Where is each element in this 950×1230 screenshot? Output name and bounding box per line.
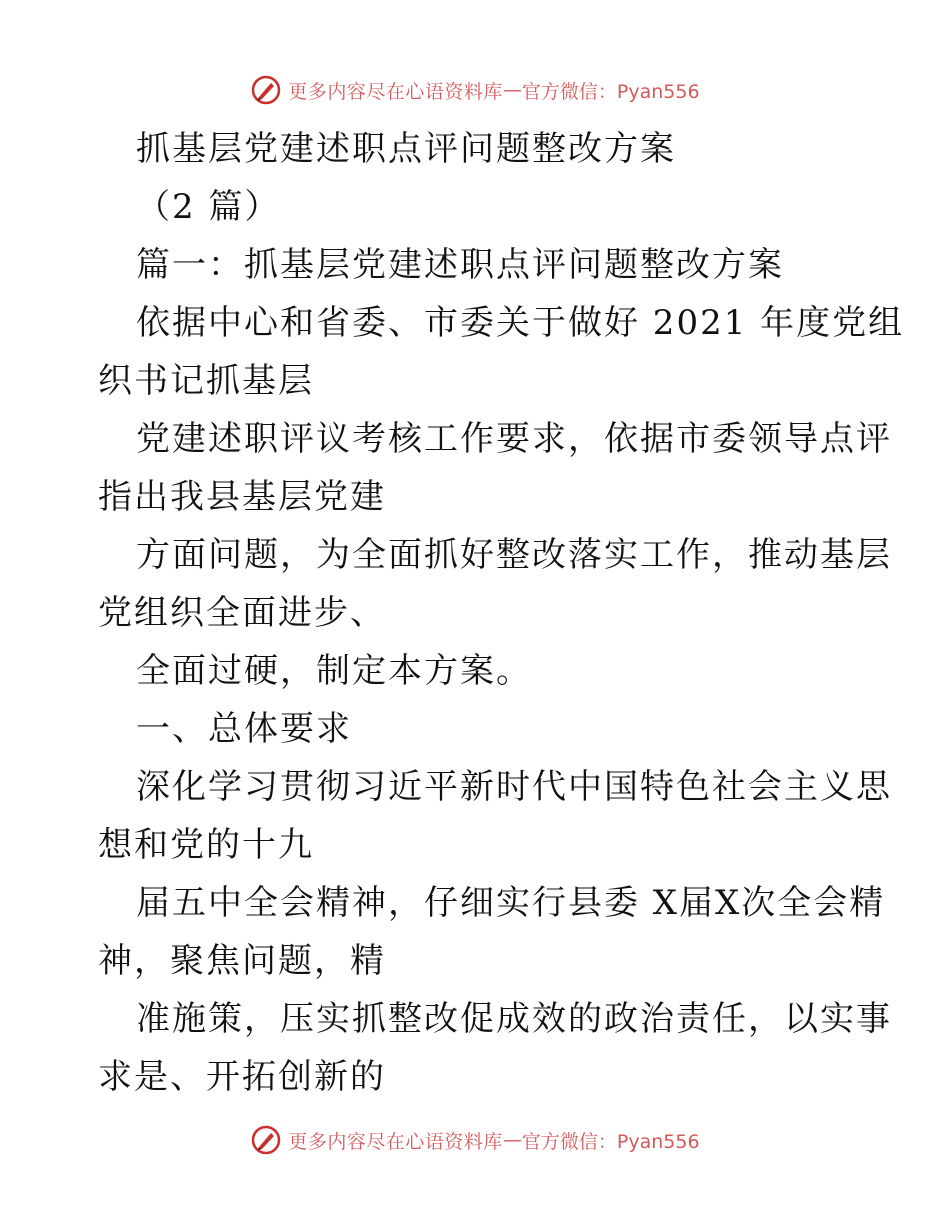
pen-logo-icon — [250, 74, 282, 106]
doc-line: 届五中全会精神，仔细实行县委 X届X次全会精 — [136, 883, 886, 923]
watermark-header — [0, 70, 950, 110]
watermark-separator: — — [502, 79, 522, 101]
doc-line: （2 篇） — [136, 187, 281, 227]
watermark-text: 更多内容尽在心语资料库 — [288, 80, 503, 103]
doc-line: 抓基层党建述职点评问题整改方案 — [136, 129, 676, 169]
watermark-wechat: 官方微信：Pyan556 — [521, 80, 700, 103]
pen-logo-icon — [250, 1124, 282, 1156]
doc-line: 求是、开拓创新的 — [98, 1057, 386, 1097]
watermark-wechat: 官方微信：Pyan556 — [521, 1130, 700, 1153]
doc-line: 准施策，压实抓整改促成效的政治责任，以实事 — [136, 999, 892, 1039]
doc-line: 党组织全面进步、 — [98, 593, 386, 633]
watermark-separator: — — [502, 1129, 522, 1151]
document-body — [98, 120, 905, 1106]
doc-line: 指出我县基层党建 — [98, 477, 386, 517]
watermark-text: 更多内容尽在心语资料库 — [288, 1130, 503, 1153]
doc-line: 神，聚焦问题，精 — [98, 941, 386, 981]
watermark-footer — [0, 1120, 950, 1160]
doc-line: 全面过硬，制定本方案。 — [136, 651, 532, 691]
doc-line: 织书记抓基层 — [98, 361, 314, 401]
doc-line: 深化学习贯彻习近平新时代中国特色社会主义思 — [136, 767, 892, 807]
doc-line: 想和党的十九 — [98, 825, 314, 865]
doc-line: 党建述职评议考核工作要求，依据市委领导点评 — [136, 419, 892, 459]
doc-line: 方面问题，为全面抓好整改落实工作，推动基层 — [136, 535, 892, 575]
doc-line: 篇一：抓基层党建述职点评问题整改方案 — [136, 245, 784, 285]
doc-line: 依据中心和省委、市委关于做好 2021 年度党组 — [136, 303, 905, 343]
doc-line: 一、总体要求 — [136, 709, 352, 749]
